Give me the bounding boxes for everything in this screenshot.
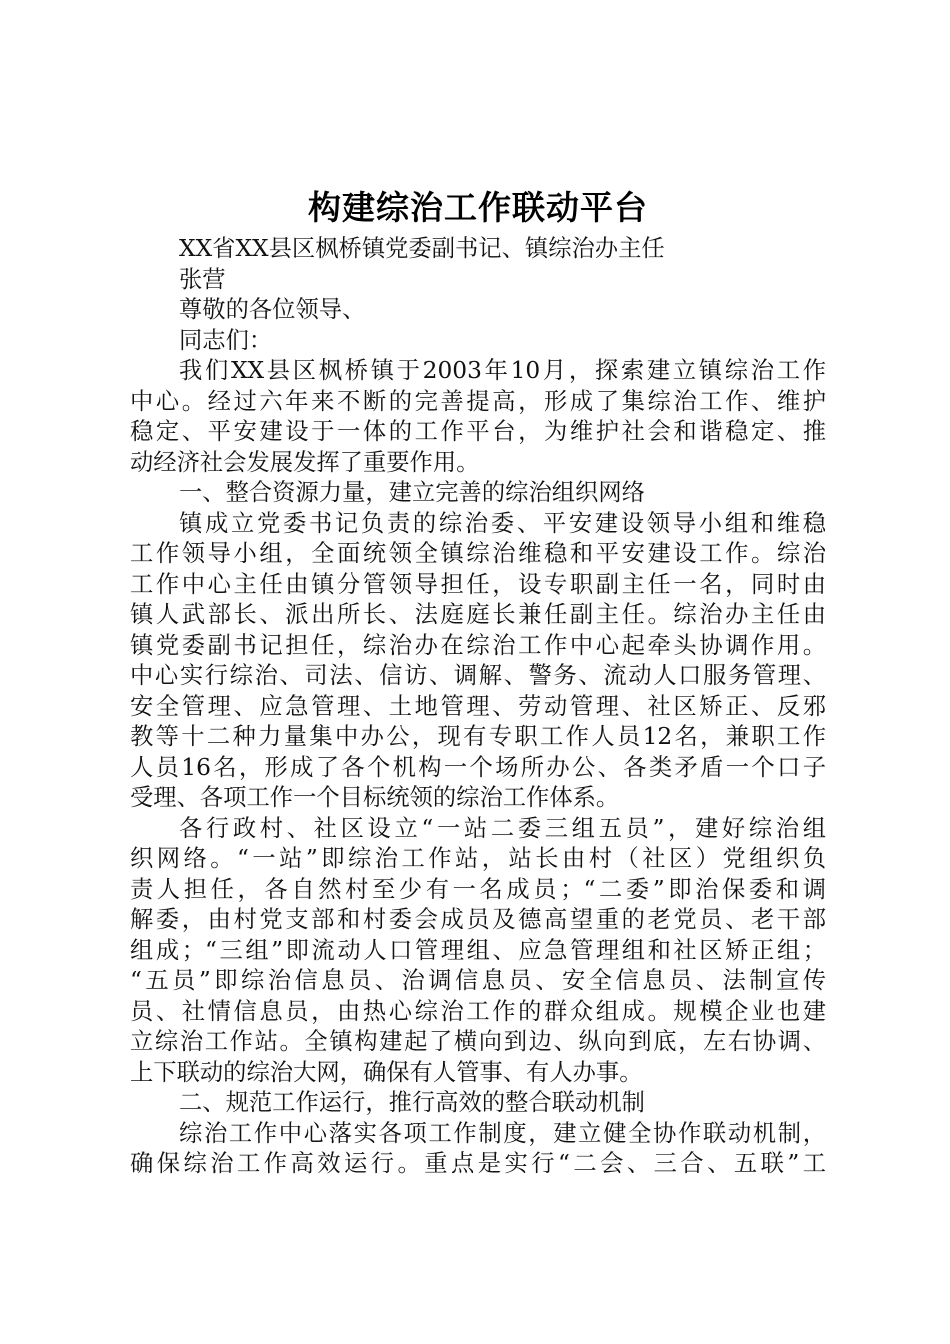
- text-line: 一、整合资源力量，建立完善的综治组织网络: [179, 479, 645, 506]
- text-line: 确保综治工作高效运行。重点是实行“二会、三合、五联”工: [130, 1150, 826, 1177]
- text-line: 织网络。“一站”即综治工作站，站长由村（社区）党组织负: [130, 845, 826, 872]
- text-line: 立综治工作站。全镇构建起了横向到边、纵向到底，左右协调、: [130, 1028, 826, 1055]
- text-line: 中心。经过六年来不断的完善提高，形成了集综治工作、维护: [130, 387, 826, 415]
- text-line: “五员”即综治信息员、治调信息员、安全信息员、法制宣传: [130, 967, 826, 994]
- text-line: 镇成立党委书记负责的综治委、平安建设领导小组和维稳: [179, 509, 826, 537]
- text-line: 受理、各项工作一个目标统领的综治工作体系。: [130, 784, 620, 811]
- text-line: 各行政村、社区设立“一站二委三组五员”，建好综治组: [179, 814, 826, 842]
- text-line: 张营: [179, 265, 226, 293]
- text-line: 同志们：: [179, 326, 273, 354]
- text-line: 动经济社会发展发挥了重要作用。: [130, 448, 480, 476]
- text-line: 人员16名，形成了各个机构一个场所办公、各类矛盾一个口子: [130, 753, 826, 781]
- text-line: XX省XX县区枫桥镇党委副书记、镇综治办主任: [179, 235, 665, 262]
- text-line: 解委，由村党支部和村委会成员及德高望重的老党员、老干部: [130, 906, 826, 933]
- text-line: 工作中心主任由镇分管领导担任，设专职副主任一名，同时由: [130, 570, 826, 598]
- document-title: 构建综治工作联动平台: [308, 188, 648, 227]
- text-line: 镇人武部长、派出所长、法庭庭长兼任副主任。综治办主任由: [130, 601, 826, 628]
- text-line: 镇党委副书记担任，综治办在综治工作中心起牵头协调作用。: [130, 631, 826, 659]
- text-line: 责人担任，各自然村至少有一名成员；“二委”即治保委和调: [130, 875, 826, 903]
- document-body: [130, 234, 826, 1180]
- text-line: 安全管理、应急管理、土地管理、劳动管理、社区矫正、反邪: [130, 692, 826, 720]
- text-line: 员、社情信息员，由热心综治工作的群众组成。规模企业也建: [130, 997, 826, 1025]
- text-line: 综治工作中心落实各项工作制度，建立健全协作联动机制，: [179, 1119, 826, 1147]
- text-line: 我们XX县区枫桥镇于2003年10月，探索建立镇综治工作: [179, 357, 826, 384]
- text-line: 组成；“三组”即流动人口管理组、应急管理组和社区矫正组；: [130, 936, 826, 964]
- text-line: 中心实行综治、司法、信访、调解、警务、流动人口服务管理、: [130, 662, 826, 689]
- text-line: 稳定、平安建设于一体的工作平台，为维护社会和谐稳定、推: [130, 418, 826, 445]
- text-line: 工作领导小组，全面统领全镇综治维稳和平安建设工作。综治: [130, 540, 826, 567]
- text-line: 二、规范工作运行，推行高效的整合联动机制: [179, 1089, 645, 1116]
- text-line: 尊敬的各位领导、: [179, 296, 366, 323]
- document-page: [130, 186, 826, 1180]
- text-line: 上下联动的综治大网，确保有人管事、有人办事。: [130, 1058, 643, 1086]
- text-line: 教等十二种力量集中办公，现有专职工作人员12名，兼职工作: [130, 723, 826, 750]
